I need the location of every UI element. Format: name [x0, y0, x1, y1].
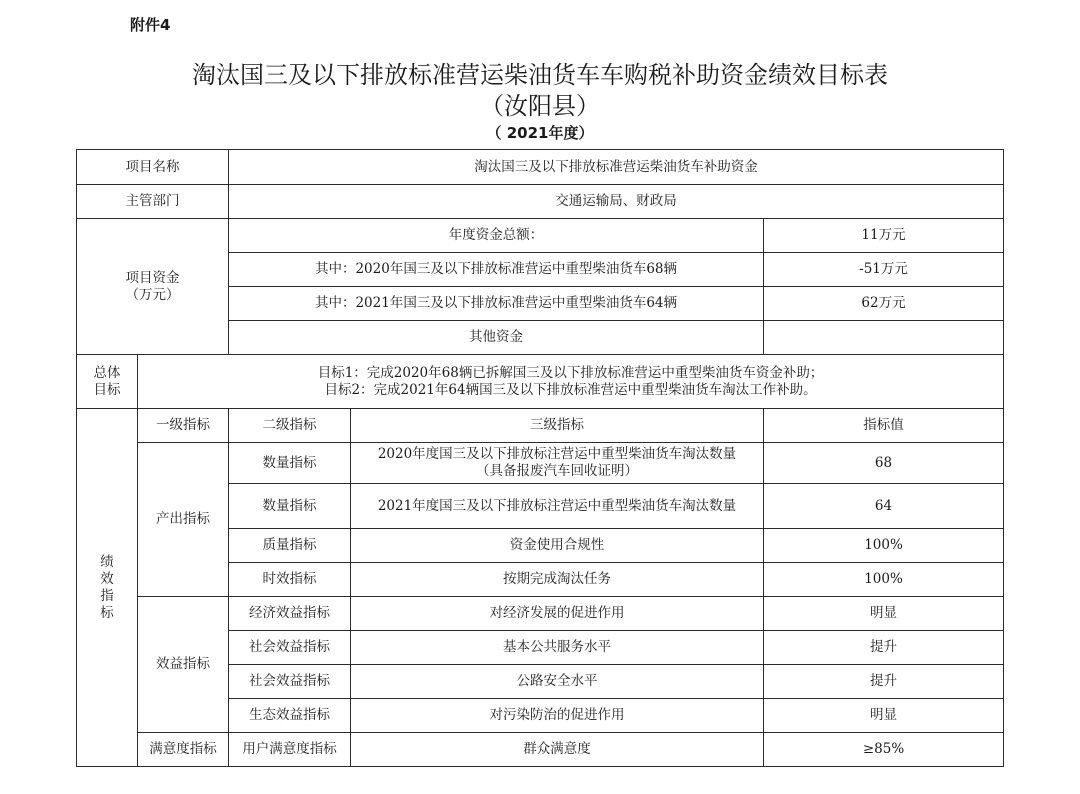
project-funds-label: [77, 219, 229, 355]
level3-cell: [351, 443, 764, 484]
value-cell: 明显: [764, 597, 1004, 631]
value-cell: 64: [764, 484, 1004, 529]
level3-cell: 群众满意度: [351, 733, 764, 767]
project-name-label: 项目名称: [77, 150, 229, 185]
overall-goals-label-line1: 总体: [93, 364, 121, 381]
header-level3: 三级指标: [351, 409, 764, 443]
value-cell: 100%: [764, 529, 1004, 563]
funds-2021-label: 其中：2021年国三及以下排放标准营运中重型柴油货车64辆: [229, 287, 764, 321]
value-cell: 100%: [764, 563, 1004, 597]
satisfaction-indicators-label: 满意度指标: [138, 733, 229, 767]
department-value: 交通运输局、财政局: [229, 185, 1004, 219]
document-title: 淘汰国三及以下排放标准营运柴油货车车购税补助资金绩效目标表: [192, 61, 888, 89]
performance-goal-table: [76, 149, 1004, 767]
funds-2021-value: 62万元: [764, 287, 1004, 321]
goal-1: 目标1：完成2020年68辆已拆解国三及以下排放标准营运中重型柴油货车资金补助；: [317, 364, 824, 381]
fiscal-year: （ 2021年度）: [486, 124, 594, 142]
level2-cell: 质量指标: [229, 529, 351, 563]
level3-cell: 对污染防治的促进作用: [351, 699, 764, 733]
indicator-row: [77, 443, 1004, 484]
indicator-header-row: [77, 409, 1004, 443]
funds-total-value: 11万元: [764, 219, 1004, 253]
level3-cell: 按期完成淘汰任务: [351, 563, 764, 597]
overall-goals-text: [138, 355, 1004, 409]
level2-cell: 数量指标: [229, 443, 351, 484]
level3-cell: 基本公共服务水平: [351, 631, 764, 665]
funds-other-value: [764, 321, 1004, 355]
satisfaction-row: [77, 733, 1004, 767]
indicators-label-char: 绩: [100, 553, 114, 570]
project-funds-label-line1: 项目资金: [125, 269, 180, 286]
header-value: 指标值: [764, 409, 1004, 443]
level2-cell: 社会效益指标: [229, 665, 351, 699]
annex-label: 附件4: [130, 16, 171, 34]
department-row: [77, 185, 1004, 219]
level3-line1: 2020年度国三及以下排放标注营运中重型柴油货车淘汰数量: [377, 446, 737, 462]
output-indicators-label: 产出指标: [138, 443, 229, 597]
value-cell: 提升: [764, 665, 1004, 699]
project-name-value: 淘汰国三及以下排放标准营运柴油货车补助资金: [229, 150, 1004, 185]
funds-2020-value: -51万元: [764, 253, 1004, 287]
overall-goals-label-line2: 目标: [93, 381, 121, 398]
performance-indicators-label: [77, 409, 138, 767]
indicators-label-char: 指: [100, 587, 114, 604]
level2-cell: 时效指标: [229, 563, 351, 597]
level2-cell: 数量指标: [229, 484, 351, 529]
overall-goals-label: [77, 355, 138, 409]
level3-cell: 资金使用合规性: [351, 529, 764, 563]
level2-cell: 生态效益指标: [229, 699, 351, 733]
level3-cell: 对经济发展的促进作用: [351, 597, 764, 631]
funds-2020-label: 其中：2020年国三及以下排放标准营运中重型柴油货车68辆: [229, 253, 764, 287]
level3-line2: （具备报废汽车回收证明）: [476, 463, 638, 479]
indicators-label-char: 标: [100, 604, 114, 621]
header-level1: 一级指标: [138, 409, 229, 443]
project-funds-label-line2: （万元）: [125, 286, 180, 303]
goal-2: 目标2：完成2021年64辆国三及以下排放标准营运中重型柴油货车淘汰工作补助。: [324, 381, 817, 398]
level2-cell: 社会效益指标: [229, 631, 351, 665]
document-subtitle: （汝阳县）: [480, 92, 600, 120]
indicators-label-char: 效: [100, 570, 114, 587]
value-cell: ≥85%: [764, 733, 1004, 767]
value-cell: 明显: [764, 699, 1004, 733]
level3-cell: 公路安全水平: [351, 665, 764, 699]
value-cell: 68: [764, 443, 1004, 484]
funds-row: [77, 219, 1004, 253]
department-label: 主管部门: [77, 185, 229, 219]
funds-other-label: 其他资金: [229, 321, 764, 355]
level3-cell: 2021年度国三及以下排放标注营运中重型柴油货车淘汰数量: [351, 484, 764, 529]
overall-goals-row: [77, 355, 1004, 409]
value-cell: 提升: [764, 631, 1004, 665]
level2-cell: 经济效益指标: [229, 597, 351, 631]
indicator-row: [77, 597, 1004, 631]
benefit-indicators-label: 效益指标: [138, 597, 229, 733]
project-name-row: [77, 150, 1004, 185]
funds-total-label: 年度资金总额：: [229, 219, 764, 253]
level2-cell: 用户满意度指标: [229, 733, 351, 767]
header-level2: 二级指标: [229, 409, 351, 443]
